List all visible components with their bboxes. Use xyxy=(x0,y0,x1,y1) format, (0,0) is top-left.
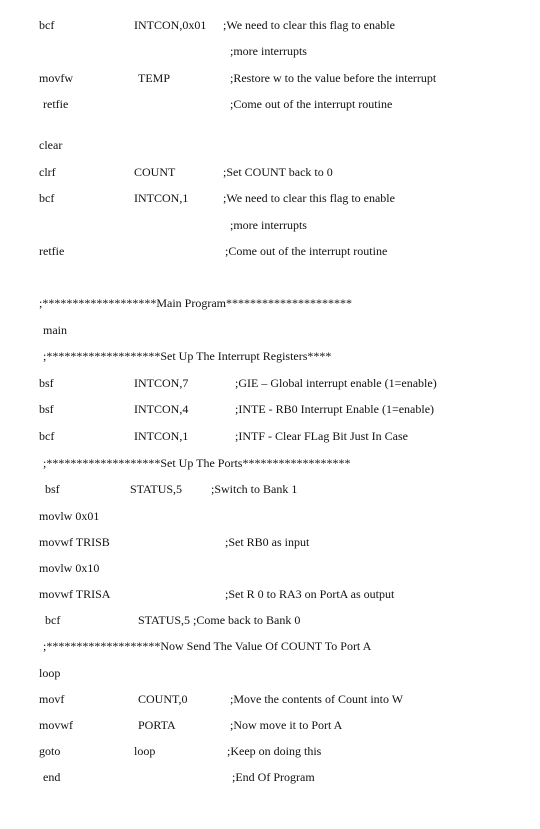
instruction: movfw xyxy=(39,71,73,85)
section-comment: ;*******************Set Up The Ports****************** xyxy=(43,456,351,470)
instruction: retfie xyxy=(43,97,69,111)
code-line xyxy=(0,638,540,654)
label: loop xyxy=(39,666,61,680)
comment: ;End Of Program xyxy=(232,770,315,784)
operand: loop xyxy=(134,744,156,758)
instruction: bcf xyxy=(39,18,55,32)
code-line xyxy=(0,508,540,524)
operand: STATUS,5 xyxy=(130,482,183,496)
code-line xyxy=(0,375,540,391)
operand: INTCON,4 xyxy=(134,402,189,416)
code-line xyxy=(0,428,540,444)
code-line xyxy=(0,322,540,338)
instruction: end xyxy=(43,770,61,784)
code-line xyxy=(0,691,540,707)
comment: ;INTE - RB0 Interrupt Enable (1=enable) xyxy=(235,402,435,416)
code-line xyxy=(0,217,540,233)
section-comment: ;*******************Set Up The Interrupt Registers**** xyxy=(43,349,332,363)
code-line xyxy=(0,717,540,733)
operand: TEMP xyxy=(138,71,171,85)
operand: INTCON,7 xyxy=(134,376,189,390)
code-line xyxy=(0,612,540,628)
instruction: movwf TRISB xyxy=(39,535,110,549)
code-line xyxy=(0,743,540,759)
instruction: goto xyxy=(39,744,61,758)
code-line xyxy=(0,17,540,33)
operand: INTCON,0x01 xyxy=(134,18,207,32)
code-line xyxy=(0,96,540,112)
operand: INTCON,1 xyxy=(134,191,189,205)
code-line xyxy=(0,560,540,576)
comment: ;Come out of the interrupt routine xyxy=(230,97,393,111)
comment: ;Set RB0 as input xyxy=(225,535,310,549)
code-line xyxy=(0,295,540,311)
comment: ;Restore w to the value before the interrupt xyxy=(230,71,437,85)
code-line xyxy=(0,455,540,471)
instruction: movwf xyxy=(39,718,73,732)
instruction: clrf xyxy=(39,165,56,179)
code-line xyxy=(0,190,540,206)
code-line xyxy=(0,43,540,59)
label: main xyxy=(43,323,67,337)
instruction: bsf xyxy=(39,402,54,416)
instruction: movlw 0x10 xyxy=(39,561,100,575)
label: clear xyxy=(39,138,63,152)
code-line xyxy=(0,137,540,153)
comment: ;more interrupts xyxy=(230,218,307,232)
code-line xyxy=(0,481,540,497)
instruction: retfie xyxy=(39,244,65,258)
code-line xyxy=(0,665,540,681)
code-line xyxy=(0,70,540,86)
code-line xyxy=(0,243,540,259)
code-line xyxy=(0,534,540,550)
operand: PORTA xyxy=(138,718,176,732)
comment: ;Now move it to Port A xyxy=(230,718,343,732)
comment: ;more interrupts xyxy=(230,44,307,58)
code-line xyxy=(0,769,540,785)
comment: ;Move the contents of Count into W xyxy=(230,692,404,706)
instruction: movf xyxy=(39,692,65,706)
code-line xyxy=(0,348,540,364)
comment: ;GIE – Global interrupt enable (1=enable) xyxy=(235,376,437,390)
comment: ;Come out of the interrupt routine xyxy=(225,244,388,258)
section-comment: ;*******************Now Send The Value Of COUNT To Port A xyxy=(43,639,372,653)
instruction: bcf xyxy=(45,613,61,627)
instruction: movlw 0x01 xyxy=(39,509,100,523)
code-line xyxy=(0,401,540,417)
comment: ;We need to clear this flag to enable xyxy=(223,18,395,32)
operand: STATUS,5 ;Come back to Bank 0 xyxy=(138,613,301,627)
comment: ;We need to clear this flag to enable xyxy=(223,191,395,205)
section-comment: ;*******************Main Program********************* xyxy=(39,296,352,310)
comment: ;Keep on doing this xyxy=(227,744,322,758)
instruction: bsf xyxy=(45,482,60,496)
comment: ;INTF - Clear FLag Bit Just In Case xyxy=(235,429,408,443)
instruction: bsf xyxy=(39,376,54,390)
code-line xyxy=(0,164,540,180)
operand: COUNT xyxy=(134,165,176,179)
code-line xyxy=(0,586,540,602)
instruction: bcf xyxy=(39,191,55,205)
instruction: bcf xyxy=(39,429,55,443)
comment: ;Set R 0 to RA3 on PortA as output xyxy=(225,587,395,601)
operand: COUNT,0 xyxy=(138,692,188,706)
comment: ;Switch to Bank 1 xyxy=(211,482,298,496)
operand: INTCON,1 xyxy=(134,429,189,443)
comment: ;Set COUNT back to 0 xyxy=(223,165,333,179)
instruction: movwf TRISA xyxy=(39,587,111,601)
